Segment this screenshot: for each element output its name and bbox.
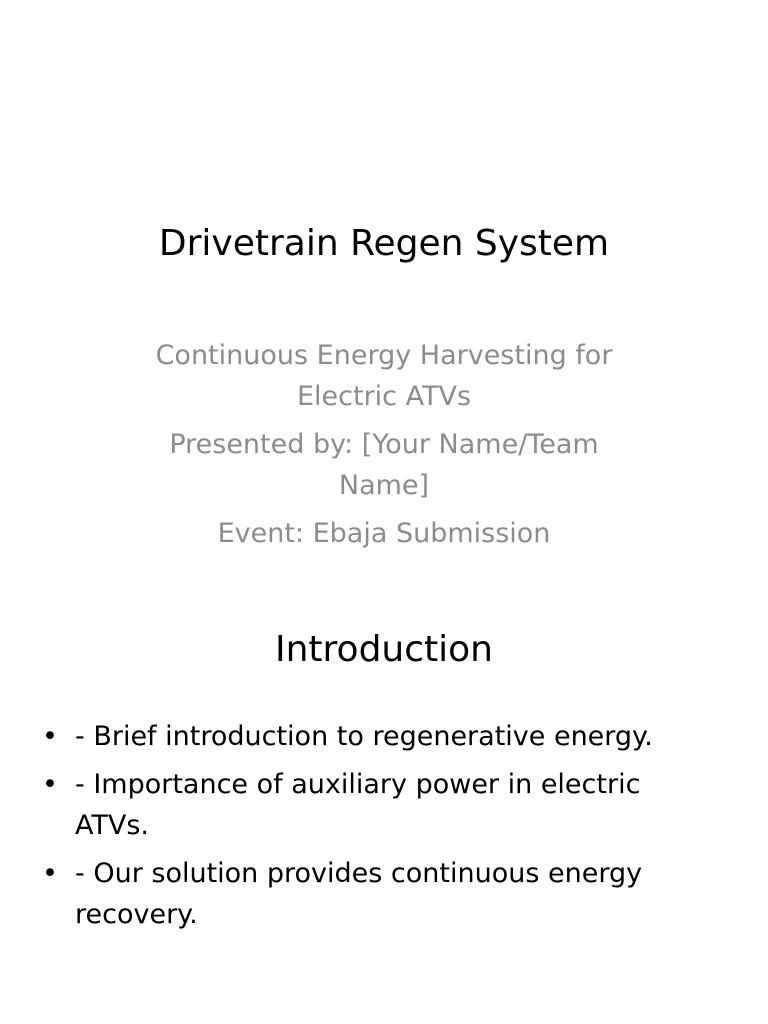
bullet-item — [38, 716, 688, 757]
subtitle-line: Continuous Energy Harvesting for Electric ATVs — [155, 340, 613, 412]
bullet-icon: • — [42, 858, 58, 889]
introduction-slide — [0, 576, 768, 1024]
bullet-icon: • — [42, 769, 58, 800]
bullet-icon: • — [42, 721, 58, 752]
subtitle-line: Presented by: [Your Name/Team Name] — [169, 429, 599, 501]
slide-subtitle — [130, 335, 638, 561]
slide-title: Drivetrain Regen System — [158, 223, 610, 264]
bullet-item — [38, 853, 688, 935]
bullet-list — [38, 716, 688, 942]
bullet-text: - Brief introduction to regenerative energy. — [75, 721, 653, 752]
subtitle-line: Event: Ebaja Submission — [217, 518, 551, 549]
bullet-text: - Our solution provides continuous energy recovery. — [75, 858, 643, 930]
slide-title: Introduction — [274, 629, 493, 670]
bullet-item — [38, 764, 688, 846]
bullet-text: - Importance of auxiliary power in electric ATVs. — [75, 769, 641, 841]
